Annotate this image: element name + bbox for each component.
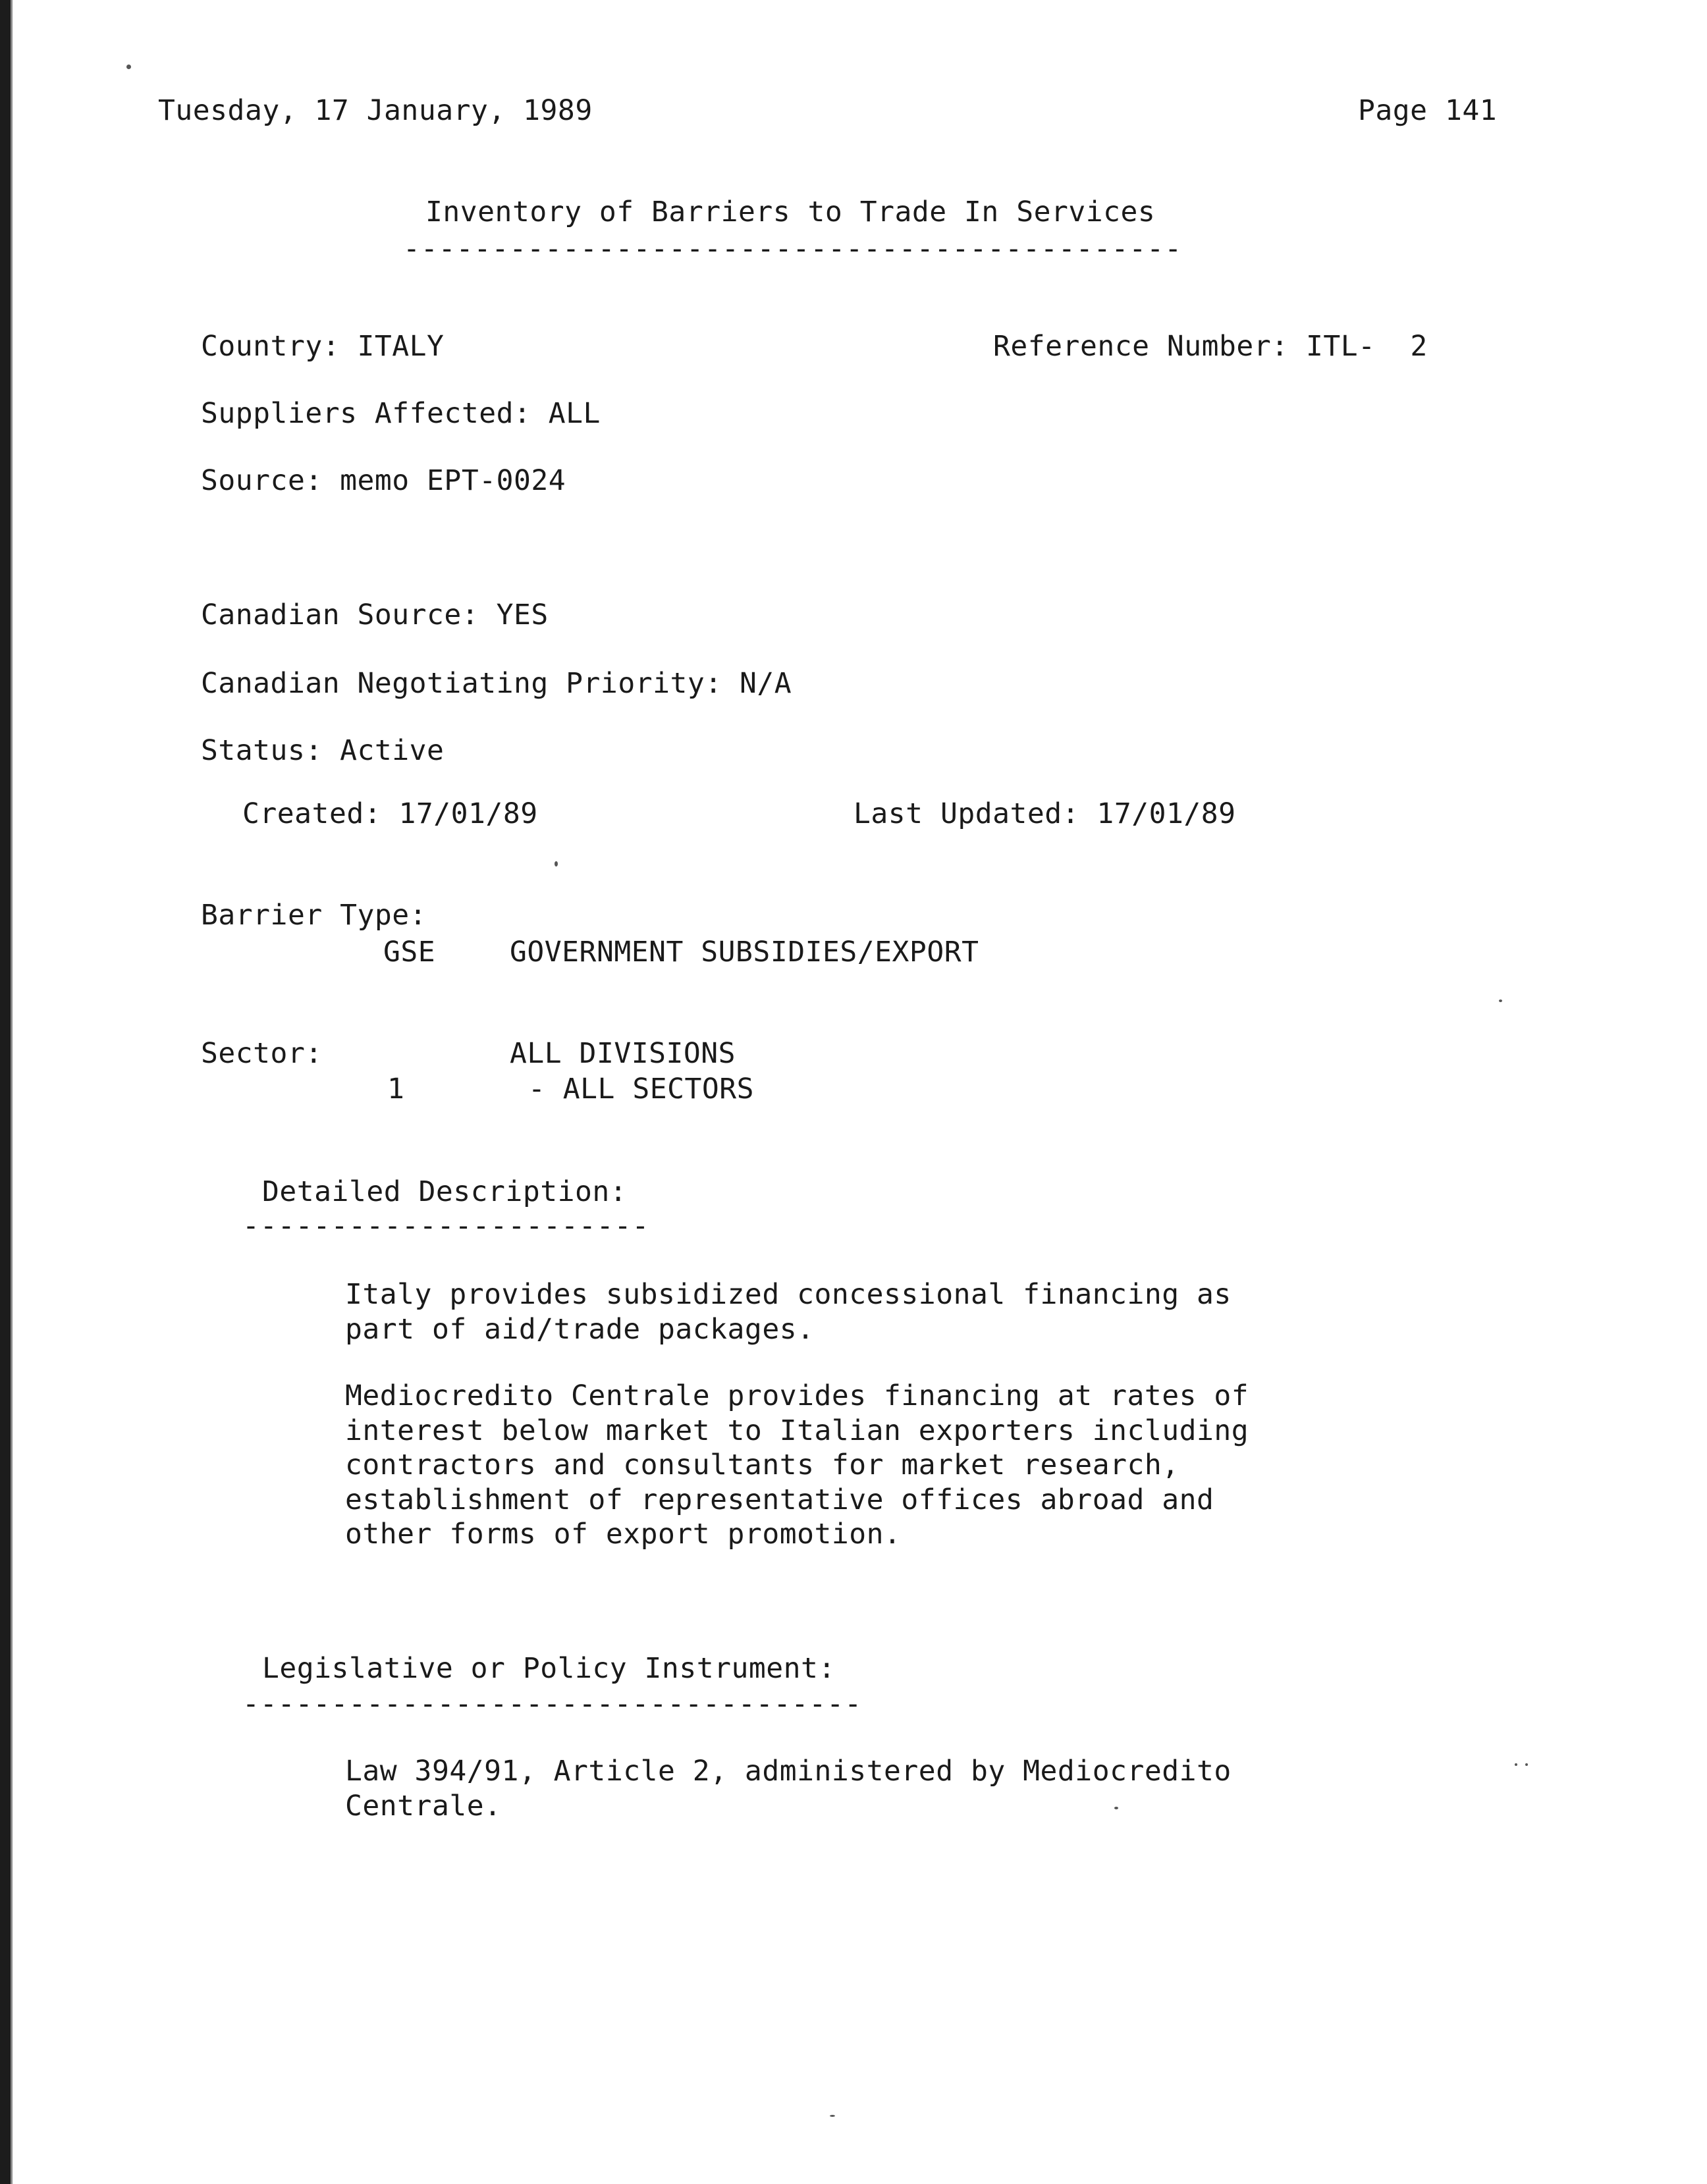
scan-speck xyxy=(1515,1763,1517,1766)
suppliers-affected-field: Suppliers Affected: ALL xyxy=(201,397,601,430)
document-title: Inventory of Barriers to Trade In Services xyxy=(425,196,1156,228)
scan-left-border-shadow xyxy=(11,0,13,2184)
legislative-text: Law 394/91, Article 2, administered by Mediocredito Centrale. xyxy=(345,1755,1232,1823)
sector-name: - ALL SECTORS xyxy=(528,1073,755,1105)
scan-speck xyxy=(1525,1763,1528,1766)
sector-label: Sector: xyxy=(201,1037,323,1070)
created-date-field: Created: 17/01/89 xyxy=(242,797,538,830)
scan-speck xyxy=(126,65,131,69)
canadian-source-field: Canadian Source: YES xyxy=(201,599,549,631)
legislative-underline: ----------------------------------- xyxy=(242,1691,863,1717)
description-paragraph-2: Mediocredito Centrale provides financing at rates of interest below market to Italian exporters including contractors and consultants for market research, establishment of representative offices abroad and other forms of export promotion. xyxy=(345,1379,1249,1551)
negotiating-priority-field: Canadian Negotiating Priority: N/A xyxy=(201,667,792,700)
barrier-type-code: GSE xyxy=(383,936,436,969)
description-paragraph-1: Italy provides subsidized concessional financing as part of aid/trade packages. xyxy=(345,1278,1232,1346)
scan-speck xyxy=(1114,1807,1118,1809)
scan-speck xyxy=(1499,999,1502,1002)
detailed-description-underline: ----------------------- xyxy=(242,1213,650,1239)
legislative-heading: Legislative or Policy Instrument: xyxy=(262,1652,836,1685)
reference-number-field: Reference Number: ITL- 2 xyxy=(993,330,1428,363)
source-field: Source: memo EPT-0024 xyxy=(201,464,566,497)
scan-speck xyxy=(830,2115,835,2117)
country-field: Country: ITALY xyxy=(201,330,445,363)
barrier-type-description: GOVERNMENT SUBSIDIES/EXPORT xyxy=(510,936,979,969)
sector-number: 1 xyxy=(387,1073,405,1105)
scan-left-border xyxy=(0,0,11,2184)
detailed-description-heading: Detailed Description: xyxy=(262,1175,628,1208)
page-number: Page 141 xyxy=(1358,94,1498,127)
header-date: Tuesday, 17 January, 1989 xyxy=(158,94,593,127)
scan-speck xyxy=(555,861,558,866)
barrier-type-label: Barrier Type: xyxy=(201,899,427,932)
status-field: Status: Active xyxy=(201,734,445,767)
last-updated-field: Last Updated: 17/01/89 xyxy=(853,797,1236,830)
sector-division: ALL DIVISIONS xyxy=(510,1037,736,1070)
title-underline: -------------------------------------------- xyxy=(403,236,1183,262)
